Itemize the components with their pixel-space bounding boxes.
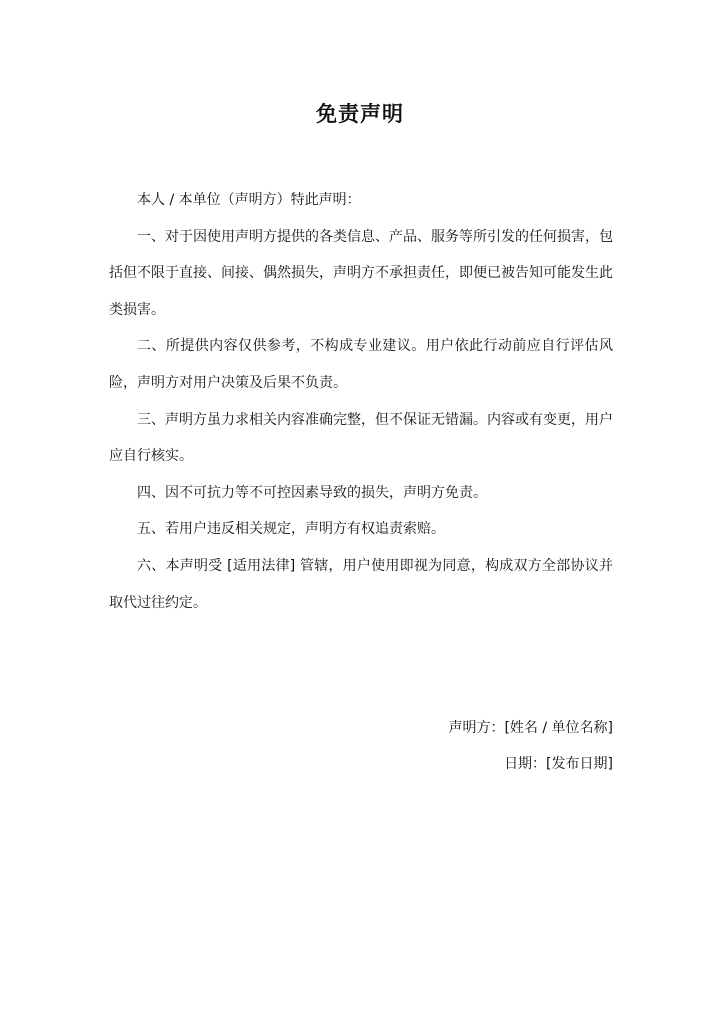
declarant-line: 声明方：[姓名 / 单位名称] bbox=[448, 720, 613, 736]
clause-3-paragraph: 三、声明方虽力求相关内容准确完整，但不保证无错漏。内容或有变更，用户应自行核实。 bbox=[109, 411, 613, 465]
signature-block bbox=[448, 710, 613, 782]
clause-4-paragraph: 四、因不可抗力等不可控因素导致的损失，声明方免责。 bbox=[137, 484, 487, 501]
clause-6-paragraph: 六、本声明受 [适用法律] 管辖，用户使用即视为同意，构成双方全部协议并取代过往约定。 bbox=[109, 557, 613, 611]
document-body bbox=[109, 182, 613, 621]
intro-paragraph: 本人 / 本单位（声明方）特此声明： bbox=[137, 192, 361, 208]
date-line: 日期：[发布日期] bbox=[504, 756, 613, 772]
clause-1-paragraph: 一、对于因使用声明方提供的各类信息、产品、服务等所引发的任何损害，包括但不限于直接、间接、偶然损失，声明方不承担责任，即便已被告知可能发生此类损害。 bbox=[109, 228, 613, 318]
clause-2-paragraph: 二、所提供内容仅供参考，不构成专业建议。用户依此行动前应自行评估风险，声明方对用户决策及后果不负责。 bbox=[109, 338, 613, 391]
document-title: 免责声明 bbox=[316, 102, 404, 126]
clause-5-paragraph: 五、若用户违反相关规定，声明方有权追责索赔。 bbox=[137, 521, 445, 538]
